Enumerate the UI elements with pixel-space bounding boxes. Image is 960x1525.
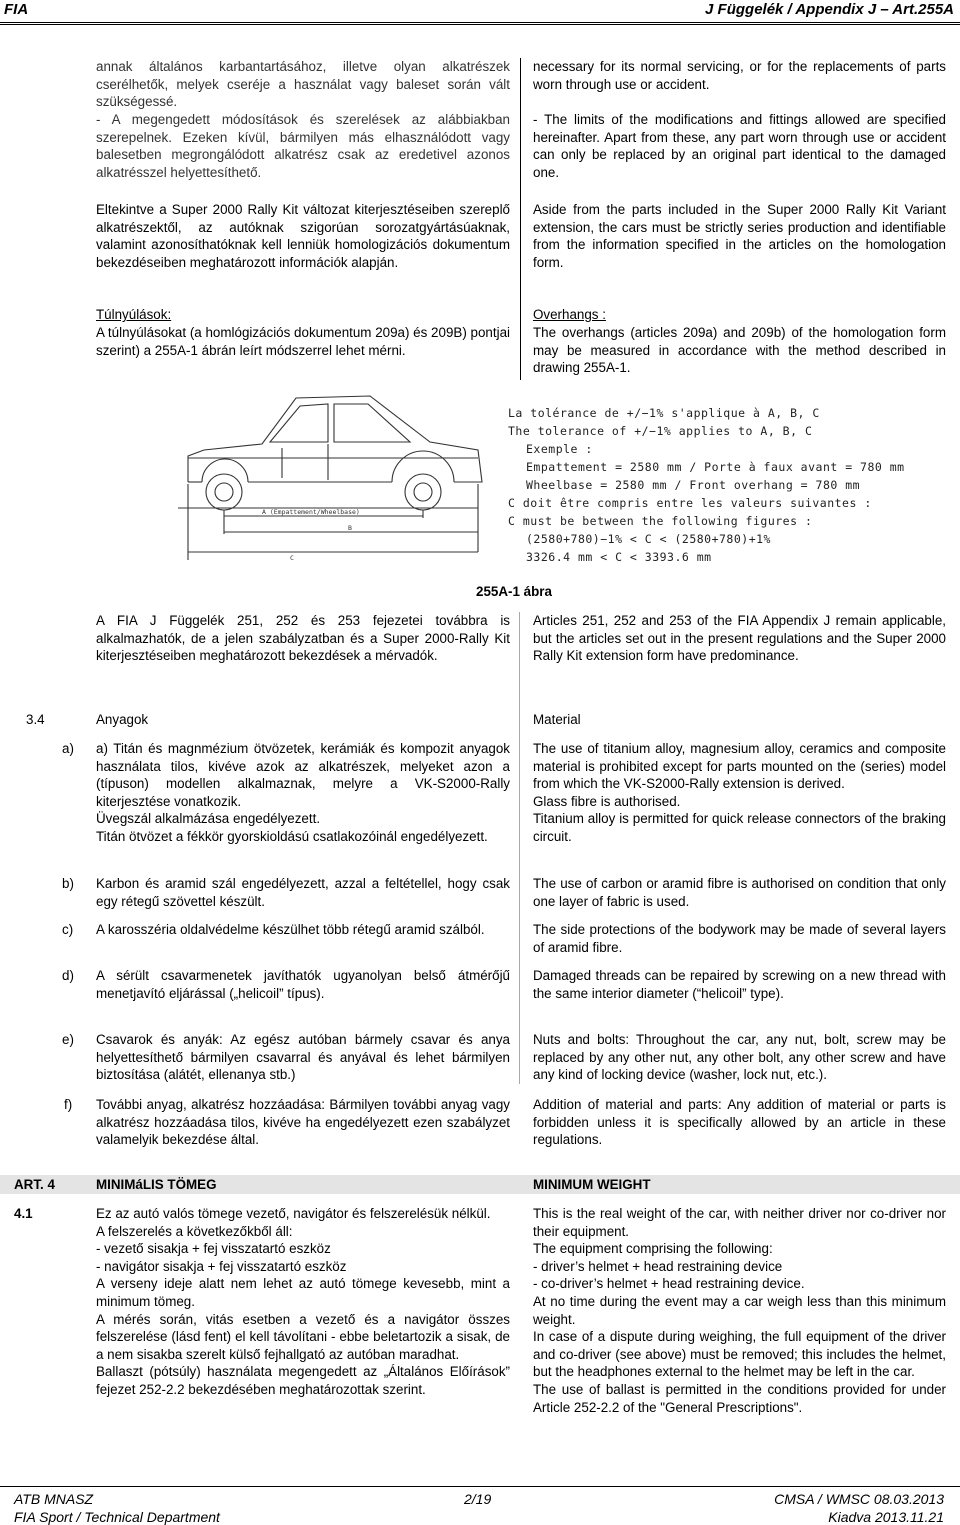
- item-hu: Karbon és aramid szál engedélyezett, azzal a feltétellel, hogy csak egy rétegű szövettel készült.: [96, 876, 510, 909]
- hu-intro: annak általános karbantartásához, illetve olyan alkatrészek cserélhetők, melyek cseréje a használat vagy baleset során vált szükségessé.: [96, 59, 510, 110]
- footer-right-2: Kiadva 2013.11.21: [828, 1509, 944, 1525]
- page-footer: [0, 1486, 960, 1525]
- section-title-hu: Anyagok: [96, 712, 149, 727]
- item-label: c): [62, 922, 74, 937]
- figure-label-c: C: [290, 554, 294, 562]
- item-hu: A sérült csavarmenetek javíthatók ugyanolyan belső átmérőjű menetjavító eljárással („helicoil” típus).: [96, 968, 510, 1001]
- footer-left-1: ATB MNASZ: [14, 1491, 94, 1507]
- hu-overhang-title: Túlnyúlások:: [96, 307, 172, 322]
- item-en: The use of carbon or aramid fibre is authorised on condition that only one layer of fabric is used.: [533, 876, 946, 909]
- item-en: Damaged threads can be repaired by screwing on a new thread with the same interior diameter (“helicoil” type).: [533, 968, 946, 1001]
- note-line: The tolerance of +/−1% applies to A, B, C: [508, 424, 813, 438]
- column-divider-top: [520, 58, 521, 380]
- hu-aside: Eltekintve a Super 2000 Rally Kit változat kiterjesztéseiben szereplő alkatrészektől, az autóknak szigorúan sorozatgyártásúaknak, valamint azonosíthatóknak kell lenniük homologizációs dokumentum bekezdéseiben meghatározott információk alapján.: [96, 202, 510, 270]
- figure-label-b: B: [348, 524, 352, 532]
- article-title-en: MINIMUM WEIGHT: [533, 1177, 651, 1192]
- item-hu: a) Titán és magnmézium ötvözetek, kerámiák és kompozit anyagok használata tilos, kivéve azok az alkatrészek, melyeket azon a (típuson) modellen alkalmaznak, melyre a VK-S2000-Rally kiterjesztése vonatkozik. Üvegszál alkalmázása engedélyezett. Titán ötvözet a fékkör gyorskioldású csatlakozóinál engedélyezett.: [96, 741, 510, 844]
- note-line: Exemple :: [526, 442, 593, 456]
- note-line: La tolérance de +/−1% s'applique à A, B, C: [508, 406, 820, 420]
- weight-en: This is the real weight of the car, with neither driver nor co-driver nor their equipment. The equipment comprising the following: - driver’s helmet + head restraining device - co-driver’s helmet + head restraining device. At no time during the event may a car weigh less than this minimum weight. In case of a dispute during weighing, the full equipment of the driver and co-driver (see above) must be removed; this includes the helmet, but the headphones external to the helmet may be left in the car. The use of ballast is permitted in the conditions provided for under Article 252-2.2 of the "General Prescriptions".: [533, 1206, 946, 1415]
- item-label: b): [62, 876, 74, 891]
- note-line: C doit être compris entre les valeurs suivantes :: [508, 496, 872, 510]
- item-label: e): [62, 1032, 74, 1047]
- note-line: C must be between the following figures :: [508, 514, 813, 528]
- en-overhang: The overhangs (articles 209a) and 209b) of the homologation form may be measured in accordance with the method described in drawing 255A-1.: [533, 325, 946, 376]
- item-label: a): [62, 741, 74, 756]
- header-right: J Függelék / Appendix J – Art.255A: [705, 1, 954, 18]
- section-title-en: Material: [533, 712, 581, 727]
- item-en: Nuts and bolts: Throughout the car, any nut, bolt, screw may be replaced by any other nut, any other bolt, any other screw and have any kind of locking device (washer, lock nut, etc.).: [533, 1032, 946, 1083]
- figure-notes: [508, 404, 948, 566]
- item-hu: További anyag, alkatrész hozzáadása: Bármilyen további anyag vagy alkatrész hozzáadása tilos, kivéve ha engedélyezett ezen szabályzet valamelyik bekezdése által.: [96, 1097, 510, 1148]
- en-modifications: - The limits of the modifications and fittings allowed are specified hereinafter. Apart from these, any part worn through use or accident can only be replaced by an original part identical to the damaged one.: [533, 112, 946, 180]
- en-overhang-title: Overhangs :: [533, 307, 606, 322]
- figure-label-a: A (Empattement/Wheelbase): [262, 508, 360, 516]
- note-line: 3326.4 mm < C < 3393.6 mm: [526, 550, 712, 564]
- item-en: Addition of material and parts: Any addition of material or parts is forbidden unless it is specifically allowed by an article in these regulations.: [533, 1097, 946, 1148]
- item-en: The side protections of the bodywork may be made of several layers of aramid fibre.: [533, 922, 946, 955]
- en-appendix: Articles 251, 252 and 253 of the FIA Appendix J remain applicable, but the articles set out in the present regulations and the Super 2000 Rally Kit extension form have predominance.: [533, 613, 946, 664]
- hu-appendix: A FIA J Függelék 251, 252 és 253 fejezetei továbbra is alkalmazhatók, de a jelen szabályzatban és a Super 2000-Rally Kit kiterjesztéseiben meghatározott bekezdések a mérvadók.: [96, 613, 510, 664]
- weight-hu: Ez az autó valós tömege vezető, navigátor és felszerelésük nélkül. A felszerelés a következőkből áll: - vezető sisakja + fej visszatartó eszköz - navigátor sisakja + fej visszatartó eszköz A verseny ideje alatt nem lehet az autó tömege kevesebb, mint a minimum tömeg. A mérés során, vitás esetben a vezető és a navigátor összes felszerelése (lásd fent) el kell távolítani - ebbe beletartozik a sisak, de a nem sisakba szerelt külső fejhallgató az autóban maradhat. Ballaszt (pótsúly) használata megengedett az „Általános Előírások” fejezet 252-2.2 bekezdésében meghatározottak szerint.: [96, 1206, 510, 1397]
- hu-modifications: - A megengedett módosítások és szerelések az alábbiakban szerepelnek. Ezeken kívül, bármilyen más elhasználódott vagy balesetben megrongálódott alkatrész csak az eredetivel azonos alkatrésszel helyettesíthető.: [96, 112, 510, 180]
- section-number-4-1: 4.1: [14, 1206, 33, 1221]
- section-number-3-4: 3.4: [26, 712, 45, 727]
- item-label: f): [64, 1097, 73, 1112]
- note-line: (2580+780)−1% < C < (2580+780)+1%: [526, 532, 771, 546]
- header-left: FIA: [4, 1, 29, 18]
- page-header: [0, 0, 960, 25]
- item-en: The use of titanium alloy, magnesium alloy, ceramics and composite material is prohibited except for parts mounted on the (series) model from which the VK-S2000-Rally extension is derived. Glass fibre is authorised. Titanium alloy is permitted for quick release connectors of the braking circuit.: [533, 741, 946, 844]
- article-title-hu: MINIMáLIS TÖMEG: [96, 1177, 217, 1192]
- footer-left-2: FIA Sport / Technical Department: [14, 1509, 220, 1525]
- item-hu: Csavarok és anyák: Az egész autóban bármely csavar és anya helyettesíthető bármilyen csavarral és anyával és lehet bármilyen biztosítása (alátét, ellenanya stb.): [96, 1032, 510, 1083]
- footer-right-1: CMSA / WMSC 08.03.2013: [774, 1491, 944, 1507]
- note-line: Empattement = 2580 mm / Porte à faux avant = 780 mm: [526, 460, 905, 474]
- item-label: d): [62, 968, 74, 983]
- page-number: 2/19: [464, 1491, 492, 1507]
- article-number: ART. 4: [14, 1177, 55, 1192]
- article-4-bar: [0, 1175, 960, 1194]
- en-intro: necessary for its normal servicing, or for the replacements of parts worn through use or accident.: [533, 59, 946, 92]
- en-aside: Aside from the parts included in the Super 2000 Rally Kit Variant extension, the cars must be strictly series production and identifiable from the information specified in the articles on the homologation form.: [533, 202, 946, 270]
- hu-overhang: A túlnyúlásokat (a homlógizációs dokumentum 209a) és 209B) pontjai szerint) a 255A-1 ábrán leírt módszerrel lehet mérni.: [96, 325, 510, 358]
- figure-caption: 255A-1 ábra: [476, 584, 552, 599]
- item-hu: A karosszéria oldalvédelme készülhet több rétegű aramid szálból.: [96, 922, 485, 937]
- note-line: Wheelbase = 2580 mm / Front overhang = 780 mm: [526, 478, 861, 492]
- car-overhang-drawing: [178, 392, 490, 572]
- column-divider-mid: [519, 612, 520, 1084]
